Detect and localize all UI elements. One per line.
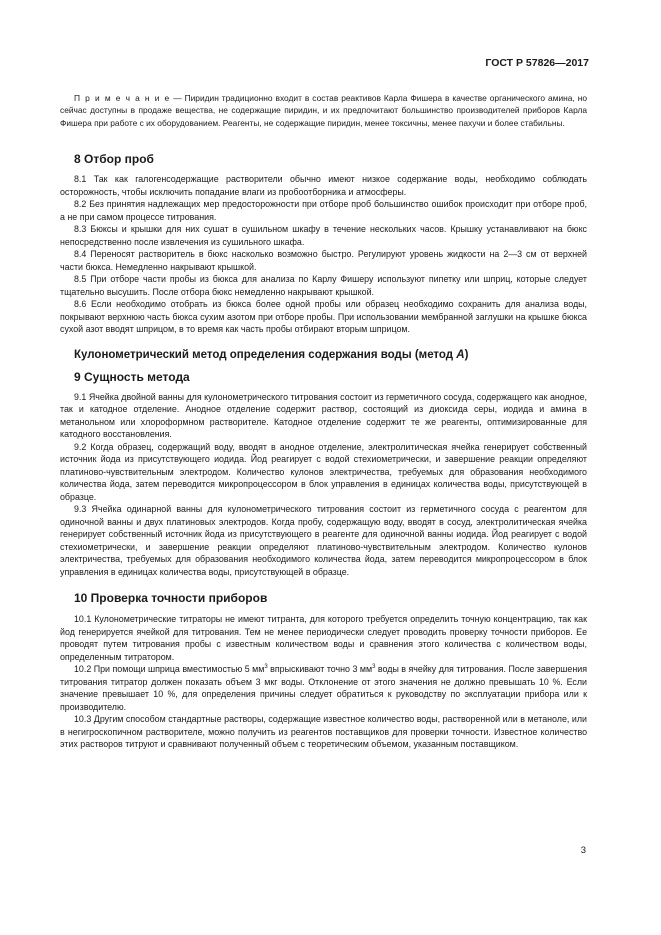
paragraph-8-1: 8.1 Так как галогенсодержащие растворители обычно имеют низкое содержание воды, необходимо соблюдать осторожность, чтобы исключить попадание влаги из пробоотборника и атмосферы. [60, 174, 587, 197]
page-content [60, 92, 587, 751]
method-title-end: ) [464, 348, 469, 361]
paragraph-8-4: 8.4 Переносят растворитель в бюкс насколько возможно быстро. Регулируют уровень жидкости на 2—3 см от верхней части бюкса. Немедленно накрывают крышкой. [60, 249, 587, 272]
paragraph-9-1: 9.1 Ячейка двойной ванны для кулонометрического титрования состоит из герметичного сосуда, содержащего как анодное, так и катодное отделение. Анодное отделение содержит раствор, состоящий из диоксида серы, иодида и амина в метанольном или хлороформном растворителе. Катодное отделение содержит те же реагенты, оптимизированные для катодного восстановления. [60, 391, 587, 440]
superscript-3: 3 [372, 664, 376, 671]
section-8-title: 8 Отбор проб [74, 152, 154, 167]
method-title-main: Кулонометрический метод определения содержания воды (метод [74, 348, 457, 361]
paragraph-9-3: 9.3 Ячейка одинарной ванны для кулонометрического титрования состоит из герметичного сосуда с реагентом для одиночной ванны и двух платиновых электродов. Когда пробу, содержащую воду, вводят в сосуд, электролитическая ячейка генерирует собственный источник йода из присутствующего в реагенте для одиночной ванны иодида. Йод реагирует с водой стехиометрически, и завершение реакции определяют платиново-чувствительным электродом. Количество кулонов электричества, требуемых для образования необходимого количества йода, затем переводится микропроцессором в блок управления в единицах количества воды, присутствующей в образце. [60, 504, 587, 577]
note-paragraph [60, 92, 587, 129]
page-number: 3 [580, 845, 586, 856]
paragraph-8-2: 8.2 Без принятия надлежащих мер предосторожности при отборе проб большинство ошибок происходит при отборе проб, а не при самом процессе титрования. [60, 199, 587, 222]
paragraph-10-3: 10.3 Другим способом стандартные растворы, содержащие известное количество воды, растворенной или в метаноле, или в негигроскопичном растворителе, можно получить из реагентов поставщиков для проверки точности. Известное количество этих растворов титруют и сравнивают полученный объем с теоретическим объемом, указанным поставщиком. [60, 714, 587, 750]
paragraph-10-2-part-b: впрыскивают точно 3 мм [267, 664, 373, 675]
paragraph-8-3: 8.3 Бюксы и крышки для них сушат в сушильном шкафу в течение нескольких часов. Крышку устанавливают на бюкс непосредственно после извлечения из сушильного шкафа. [60, 224, 587, 247]
paragraph-10-2-part-c: воды в ячейку для титрования. После завершения титрования титратор должен показать объем 3 мкг воды. Отклонение от этого значения не должно превышать 10 %. Если значение превышает 10 %, для определения причины следует обратиться к руководству по эксплуатации прибора или к производителю. [60, 664, 588, 712]
note-label: П р и м е ч а н и е [74, 93, 171, 103]
paragraph-10-2 [60, 663, 587, 713]
paragraph-8-5: 8.5 При отборе части пробы из бюкса для анализа по Карлу Фишеру используют пипетку или шприц, которые следует тщательно высушить. После отбора бюкс немедленно накрывают крышкой. [60, 274, 587, 297]
document-code: ГОСТ Р 57826—2017 [485, 57, 589, 69]
paragraph-10-1: 10.1 Кулонометрические титраторы не имеют титранта, для которого требуется определить точную концентрацию, так как йод генерируется ячейкой для титрования. Тем не менее периодически следует проводить проверку точности приборов. Ее проводят путем титрования пробы с известным количеством воды и сравнения этого количества с количеством воды, определенным титратором. [60, 614, 587, 662]
note-text: — Пиридин традиционно входит в состав реактивов Карла Фишера в качестве органического амина, но сейчас доступны в продаже вещества, не содержащие пиридин, и их предпочитают большинство производителей приборов Карла Фишера при работе с их оборудованием. Реагенты, не содержащие пиридин, менее токсичны, менее пахучи и более стабильны. [60, 93, 587, 128]
method-title-letter: А [456, 348, 465, 361]
superscript-3: 3 [264, 664, 268, 671]
paragraph-8-6: 8.6 Если необходимо отобрать из бюкса более одной пробы или образец необходимо сохранить для анализа воды, покрывают верхнюю часть бюкса сухим азотом при отборе пробы. При использовании мембранной заглушки на крышке бюкса сухой азот вводят шприцом, в то время как часть пробы отбирают вторым шприцом. [60, 299, 587, 335]
method-title [60, 349, 587, 361]
section-10-title: 10 Проверка точности приборов [74, 591, 268, 606]
paragraph-10-2-part-a: 10.2 При помощи шприца вместимостью 5 мм [74, 664, 265, 675]
section-9-title: 9 Сущность метода [74, 369, 190, 384]
paragraph-9-2: 9.2 Когда образец, содержащий воду, вводят в анодное отделение, электролитическая ячейка генерирует собственный источник йода из присутствующего иодида. Йод реагирует с водой стехиометрически, и завершение реакции определяют платиново-чувствительным электродом. Количество кулонов электричества, требуемых для образования необходимого количества йода, затем переводится микропроцессором в блок управления в единицах количества воды, присутствующей в образце. [60, 441, 587, 502]
